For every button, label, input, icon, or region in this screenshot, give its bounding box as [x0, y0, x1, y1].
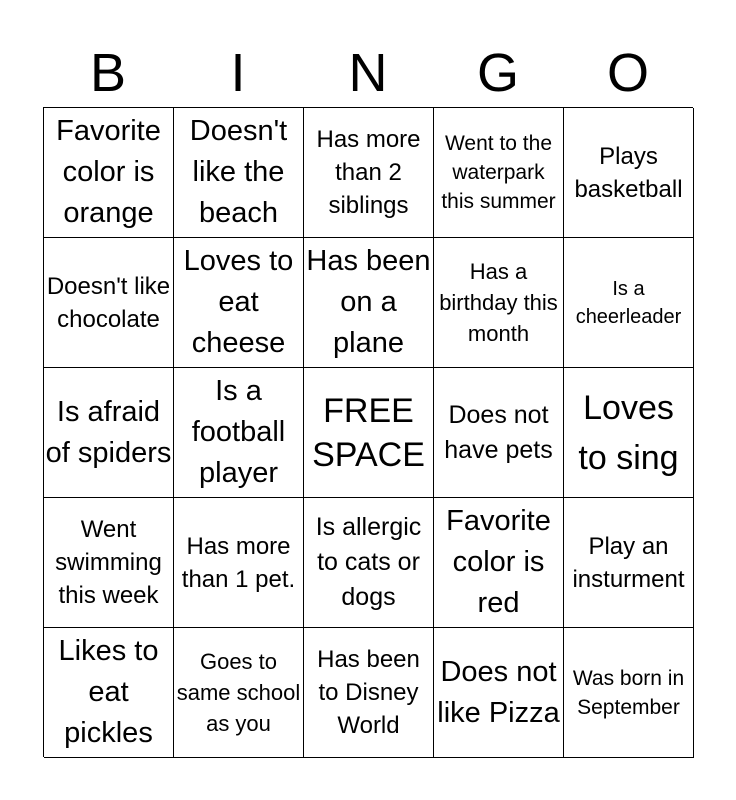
bingo-cell[interactable]	[44, 368, 174, 498]
bingo-cell[interactable]	[434, 238, 564, 368]
bingo-cell[interactable]	[564, 368, 694, 498]
cell-text: Is a football player	[191, 375, 286, 489]
bingo-grid	[43, 107, 693, 757]
bingo-cell[interactable]	[434, 368, 564, 498]
cell-text: Has been on a plane	[306, 245, 431, 359]
cell-text: Likes to eat pickles	[58, 635, 159, 749]
bingo-cell[interactable]	[564, 498, 694, 628]
cell-text: Loves to sing	[578, 388, 679, 477]
cell-text: Doesn't like chocolate	[46, 272, 171, 333]
bingo-cell[interactable]	[174, 368, 304, 498]
cell-text: Doesn't like the beach	[189, 115, 288, 229]
bingo-cell[interactable]	[434, 108, 564, 238]
bingo-cell[interactable]	[304, 238, 434, 368]
cell-text: Is allergic to cats or dogs	[315, 513, 422, 611]
cell-text: Went to the waterpark this summer	[441, 132, 556, 213]
cell-text: Has more than 1 pet.	[181, 532, 296, 593]
cell-text: FREE SPACE	[312, 391, 425, 474]
cell-text: Plays basketball	[574, 142, 683, 203]
cell-text: Has been to Disney World	[317, 646, 420, 739]
cell-text: Is a cheerleader	[575, 277, 682, 328]
cell-text: Went swimming this week	[55, 516, 162, 609]
cell-text: Has more than 2 siblings	[316, 126, 421, 219]
cell-text: Loves to eat cheese	[183, 245, 294, 359]
cell-text: Favorite color is red	[446, 505, 551, 619]
cell-text: Was born in September	[572, 666, 685, 719]
bingo-cell[interactable]	[304, 628, 434, 758]
cell-text: Play an insturment	[572, 532, 685, 593]
header-letter-o: O	[606, 43, 649, 103]
bingo-header	[43, 40, 693, 106]
bingo-cell[interactable]	[174, 498, 304, 628]
header-letter-g: G	[476, 43, 519, 103]
bingo-cell free-space[interactable]	[304, 368, 434, 498]
cell-text: Favorite color is orange	[56, 115, 161, 229]
cell-text: Does not have pets	[444, 400, 553, 464]
bingo-cell[interactable]	[434, 628, 564, 758]
header-letter-i: I	[230, 43, 246, 103]
cell-text: Goes to same school as you	[176, 649, 301, 736]
cell-text: Does not like Pizza	[437, 655, 560, 729]
bingo-cell[interactable]	[564, 238, 694, 368]
bingo-cell[interactable]	[304, 498, 434, 628]
bingo-cell[interactable]	[564, 108, 694, 238]
bingo-cell[interactable]	[174, 108, 304, 238]
bingo-cell[interactable]	[44, 628, 174, 758]
header-letter-n: N	[348, 43, 388, 103]
bingo-cell[interactable]	[564, 628, 694, 758]
cell-text: Has a birthday this month	[439, 259, 558, 346]
bingo-cell[interactable]	[44, 498, 174, 628]
header-letter-b: B	[89, 43, 127, 103]
cell-text: Is afraid of spiders	[45, 395, 172, 469]
bingo-cell[interactable]	[174, 238, 304, 368]
bingo-cell[interactable]	[434, 498, 564, 628]
bingo-cell[interactable]	[174, 628, 304, 758]
bingo-cell[interactable]	[304, 108, 434, 238]
bingo-cell[interactable]	[44, 238, 174, 368]
bingo-cell[interactable]	[44, 108, 174, 238]
